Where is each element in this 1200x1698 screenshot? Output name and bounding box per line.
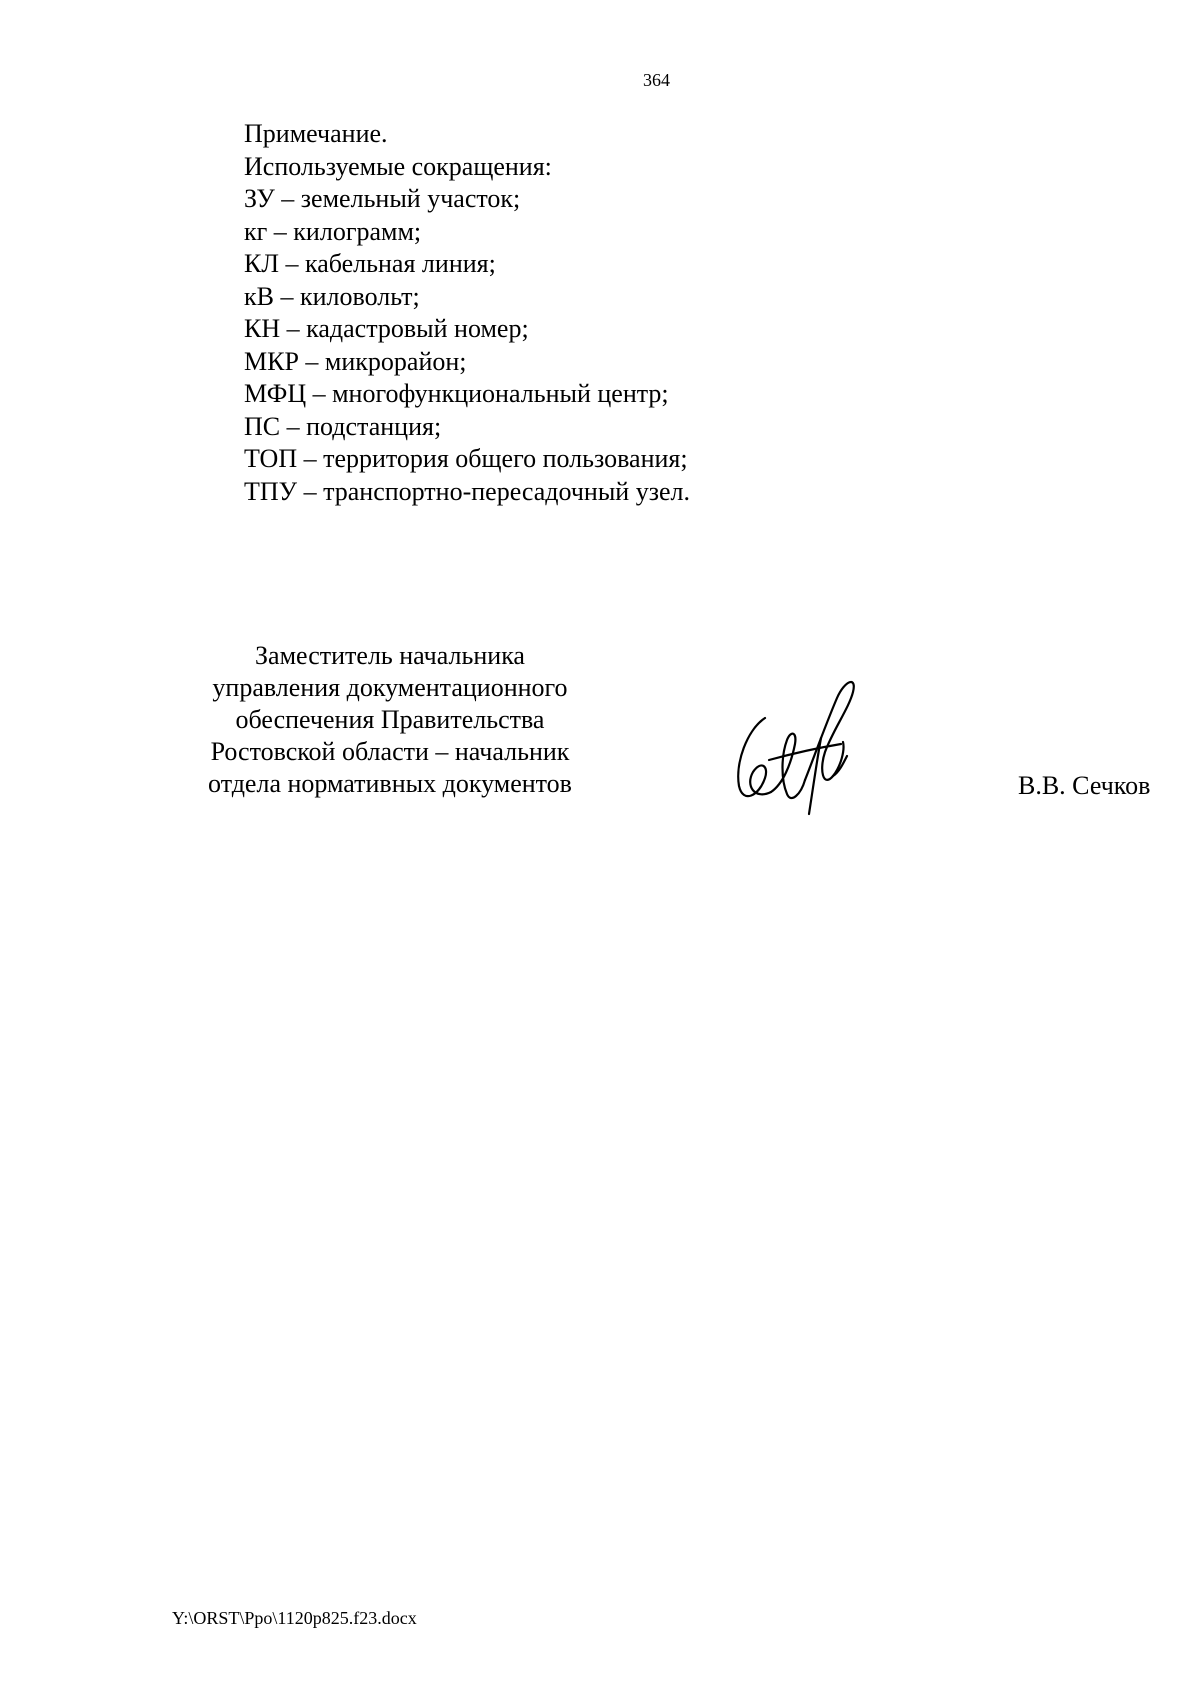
position-line: управления документационного <box>212 673 568 702</box>
abbreviation-item: ТОП – территория общего пользования; <box>244 444 688 473</box>
abbreviation-item: ПС – подстанция; <box>244 411 442 441</box>
abbreviation-item: кВ – киловольт; <box>244 281 420 311</box>
footer-file-path: Y:\ORST\Ppo\1120p825.f23.docx <box>172 1608 417 1628</box>
abbreviation-item: МКР – микрорайон; <box>244 346 467 376</box>
position-line: Заместитель начальника <box>255 641 525 670</box>
signer-name: В.В. Сечков <box>1018 771 1151 800</box>
note-intro: Используемые сокращения: <box>244 151 552 181</box>
abbreviation-item: кг – килограмм; <box>244 216 422 246</box>
abbreviation-item: КЛ – кабельная линия; <box>244 249 496 278</box>
position-line: отдела нормативных документов <box>208 769 572 798</box>
signatory-position <box>170 640 610 800</box>
page-number: 364 <box>643 70 670 90</box>
abbreviation-item: ТПУ – транспортно-пересадочный узел. <box>244 476 690 506</box>
position-line: Ростовской области – начальник <box>210 737 570 766</box>
abbreviation-item: МФЦ – многофункциональный центр; <box>244 379 669 408</box>
abbreviation-item: КН – кадастровый номер; <box>244 314 529 343</box>
position-line: обеспечения Правительства <box>235 705 545 734</box>
note-title: Примечание. <box>244 119 388 148</box>
note-block <box>244 118 1044 508</box>
handwritten-signature <box>725 668 875 818</box>
abbreviation-item: ЗУ – земельный участок; <box>244 184 521 213</box>
